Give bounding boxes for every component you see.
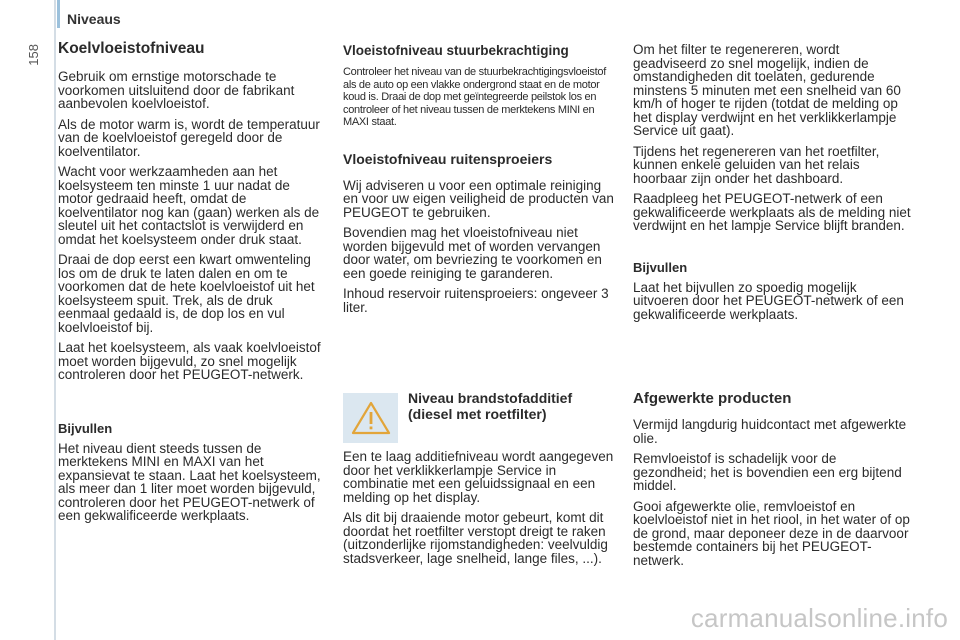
washer-paragraph: Wij adviseren u voor een optimale reiniging en voor uw eigen veiligheid de producten van PEUGEOT te gebruiken. <box>343 177 614 220</box>
regen-refill-title: Bijvullen <box>633 259 688 275</box>
coolant-refill-text: Het niveau dient steeds tussen de merktekens MINI en MAXI van het expansievat te staan. Laat het koelsysteem, als meer dan 1 liter moet worden bijgevuld, controleren door het PEUGEOT-netwerk of een gekwalificeerde werkplaats. <box>58 440 321 523</box>
coolant-paragraph: Als de motor warm is, wordt de temperatuur van de koelvloeistof geregeld door de koelventilator. <box>58 116 320 159</box>
finished-paragraph: Remvloeistof is schadelijk voor de gezondheid; het is bovendien een erg bijtend middel. <box>633 451 902 493</box>
finished-title: Afgewerkte producten <box>633 390 792 407</box>
fuel-additive-body <box>343 450 621 572</box>
finished-paragraph: Vermijd langdurig huidcontact met afgewerkte olie. <box>633 417 907 446</box>
fuel-additive-paragraph: Als dit bij draaiende motor gebeurt, komt dit doordat het roetfilter verstopt dreigt te raken (uitzonderlijke rijomstandigheden: veelvuldig stadsverkeer, lage snelheid, lange files, ...). <box>343 510 608 566</box>
coolant-title: Koelvloeistofniveau <box>58 40 205 57</box>
regen-paragraph: Raadpleeg het PEUGEOT-netwerk of een gekwalificeerde werkplaats als de melding niet verdwijnt en het lampje Service blijft branden. <box>633 191 911 233</box>
regen-refill-text: Laat het bijvullen zo spoedig mogelijk uitvoeren door het PEUGEOT-netwerk of een gekwalificeerde werkplaats. <box>633 279 904 322</box>
regen-paragraph: Om het filter te regenereren, wordt geadviseerd zo snel mogelijk, indien de omstandigheden dit toelaten, gedurende minstens 5 minuten met een snelheid van 60 km/h of hoger te rijden (totdat de melding op het display verdwijnt en het verklikkerlampje Service uit gaat). <box>633 42 901 138</box>
washer-paragraph: Inhoud reservoir ruitensproeiers: ongeveer 3 liter. <box>343 286 609 315</box>
washer-paragraph: Bovendien mag het vloeistofniveau niet worden bijgevuld met of worden vervangen door water, om bevriezing te voorkomen en een goede reiniging te garanderen. <box>343 225 602 281</box>
steering-washer-section <box>343 43 618 321</box>
regeneration-section <box>633 43 913 328</box>
steering-text: Controleer het niveau van de stuurbekrachtigingsvloeistof als de auto op een vlakke ondergrond staat en de motor koud is. Draai de dop met geïntegreerde peilstok los en controleer of het niveau tussen de merktekens MINI en MAXI staat. <box>343 66 606 128</box>
watermark: carmanualsonline.info <box>690 603 948 633</box>
coolant-section <box>58 40 326 530</box>
warning-triangle-icon <box>351 400 391 436</box>
warning-box <box>343 393 398 443</box>
coolant-refill-title: Bijvullen <box>58 420 113 436</box>
coolant-paragraph: Gebruik om ernstige motorschade te voorkomen uitsluitend door de fabrikant aanbevolen koelvloeistof. <box>58 69 295 111</box>
page-number: 158 <box>26 44 41 66</box>
section-title: Niveaus <box>67 11 121 27</box>
finished-paragraph: Gooi afgewerkte olie, remvloeistof en koelvloeistof niet in het riool, in het water of op de grond, maar deponeer deze in de daarvoor bestemde containers bij het PEUGEOT-netwerk. <box>633 498 910 568</box>
page-margin-line <box>54 0 56 640</box>
header-accent-bar <box>57 0 60 28</box>
washer-title: Vloeistofniveau ruitensproeiers <box>343 150 553 167</box>
coolant-paragraph: Wacht voor werkzaamheden aan het koelsysteem ten minste 1 uur nadat de motor gedraaid heeft, omdat de koelventilator nog kan (gaan) werken als de sleutel uit het contactslot is verwijderd en omdat het koelsysteem onder druk staat. <box>58 164 320 247</box>
fuel-additive-paragraph: Een te laag additiefniveau wordt aangegeven door het verklikkerlampje Service in combinatie met een geluidssignaal en een melding op het display. <box>343 449 614 505</box>
fuel-additive-title: Niveau brandstofadditief (diesel met roetfilter) <box>408 390 573 422</box>
coolant-paragraph: Draai de dop eerst een kwart omwenteling los om de druk te laten dalen en om te voorkomen dat de hete koelvloeistof uit het koelsysteem spuit. Trek, als de druk eenmaal gedaald is, de dop los en vul koelvloeistof bij. <box>58 252 315 335</box>
regen-paragraph: Tijdens het regenereren van het roetfilter, kunnen enkele geluiden van het relais hoorbaar zijn onder het dashboard. <box>633 143 880 186</box>
coolant-paragraph: Laat het koelsysteem, als vaak koelvloeistof moet worden bijgevuld, zo snel mogelijk controleren door het PEUGEOT-netwerk. <box>58 340 321 382</box>
finished-products-section <box>633 390 913 574</box>
steering-title: Vloeistofniveau stuurbekrachtiging <box>343 43 569 58</box>
